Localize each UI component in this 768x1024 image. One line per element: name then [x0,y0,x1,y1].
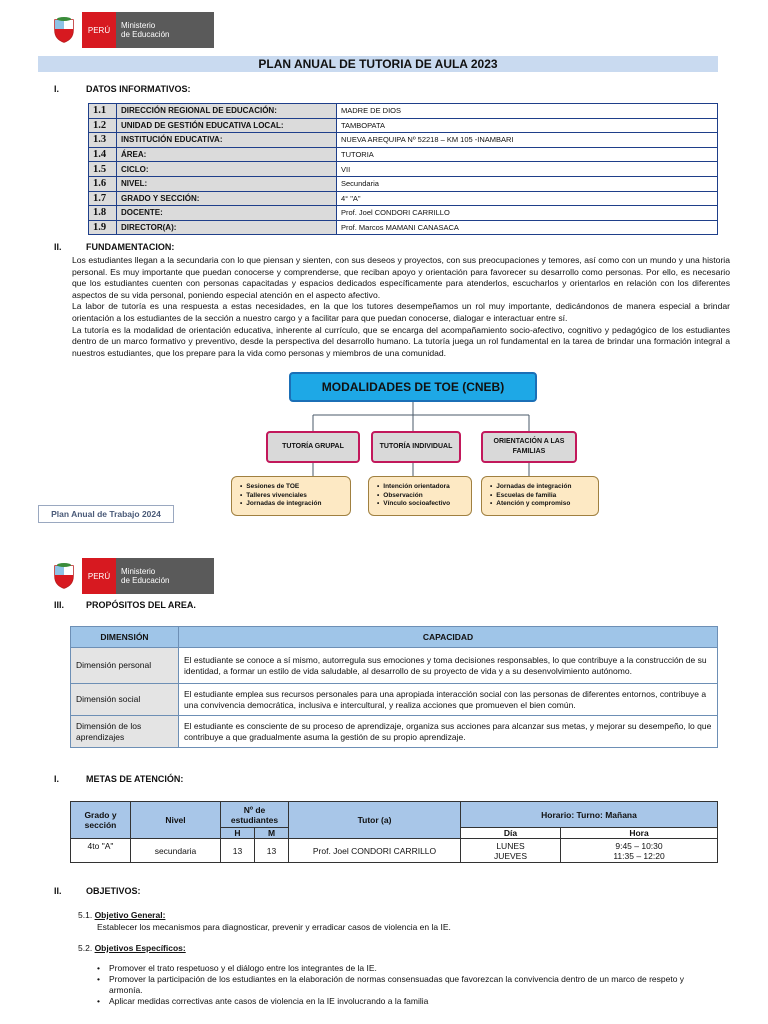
datos-informativos-table [88,103,718,235]
table-row: Dimensión personal El estudiante se conoce a sí mismo, autorregula sus emociones y toma decisiones responsables, lo que contribuye a la construcción de su identidad, a formar un estilo de vida saludable, al desarrollo de su proyecto de vida y a su desenvolvimiento autónomo. [71,648,718,684]
table-row: 1.3 INSTITUCIÓN EDUCATIVA: NUEVA AREQUIPA Nº 52218 – KM 105 -INAMBARI [89,133,718,148]
metas-table [70,801,718,863]
modality-grupal-list: • Sesiones de TOE • Talleres vivenciales • Jornadas de integración [231,476,351,516]
table-row: 1.9 DIRECTOR(A): Prof. Marcos MAMANI CANASACA [89,220,718,235]
col-hora-header: Hora [561,828,718,839]
table-row: 4to "A" secundaria 13 13 Prof. Joel CONDORI CARRILLO LUNES JUEVES 9:45 – 10:30 11:35 – 12:20 [71,839,718,863]
modality-familias-list: • Jornadas de integración • Escuelas de familia • Atención y compromiso [481,476,599,516]
section-fundamentacion-heading: II. FUNDAMENTACION: [54,242,175,252]
country-label: PERÚ [82,558,116,594]
table-row: 1.8 DOCENTE: Prof. Joel CONDORI CARRILLO [89,206,718,221]
ministry-logo [46,558,214,594]
page-footer: Plan Anual de Trabajo 2024 [38,505,174,523]
col-horario-header: Horario: Turno: Mañana [461,802,718,828]
list-item: • Aplicar medidas correctivas ante casos de violencia en la IE involucrando a la familia [97,996,717,1007]
table-row: 1.2 UNIDAD DE GESTIÓN EDUCATIVA LOCAL: TAMBOPATA [89,118,718,133]
modality-tutoria-individual: TUTORÍA INDIVIDUAL [371,431,461,463]
table-row: 1.7 GRADO Y SECCIÓN: 4° "A" [89,191,718,206]
ministry-label: Ministerio de Educación [116,558,214,594]
ministry-label: Ministerio de Educación [116,12,214,48]
propositos-table [70,626,718,748]
coat-of-arms-icon [46,558,82,594]
fundamentacion-text: Los estudiantes llegan a la secundaria con lo que piensan y sienten, con sus deseos y proyectos, con sus preocupaciones y temores, así como con un mundo y una historia personal. Es muy importante que puedan conocerse y comprenderse, que reciban apoyo y orientación para favorecer su desarrollo como personas. Por ello, es necesario que los estudiantes cuenten con personas capacitadas y espacios dedicados específicamente para atenderlos, escucharlos y orientarlos en relación con los diferentes aspectos de su vida personal, poniendo especial atención en el aspecto afectivo. La labor de tutoría es una respuesta a estas necesidades, en la que los tutores desempeñamos un rol muy importante, dedicándonos de manera especial a brindar orientación a los estudiantes de la sección a nuestro cargo y a facilitar para que puedan conocerse, dialogar e interactuar entre sí. La tutoría es la modalidad de orientación educativa, inherente al currículo, que se encarga del acompañamiento socio-afectivo, cognitivo y pedagógico de los estudiantes dentro de un marco formativo y preventivo, desde la perspectiva del desarrollo humano. La tutoría juega un rol fundamental en la tarea de brindar una formación integral a nuestros estudiantes, que los prepare para la vida como personas y miembros de una comunidad. [72,255,730,358]
section-datos-heading: I. DATOS INFORMATIVOS: [54,84,191,94]
objetivo-general-label: 5.1. Objetivo General: [78,910,166,920]
coat-of-arms-icon [46,12,82,48]
col-num-header: Nº de estudiantes [221,802,289,828]
col-grado-header: Grado y sección [71,802,131,839]
objetivos-especificos-label: 5.2. Objetivos Específicos: [78,943,186,953]
col-capacidad-header: CAPACIDAD [179,627,718,648]
table-row: Dimensión social El estudiante emplea sus recursos personales para una apropiada interacción social con las personas de diferentes entornos, contribuye a una convivencia democrática, inclusiva e intercultural, y realiza acciones que promueven el bien común. [71,684,718,716]
section-metas-heading: I. METAS DE ATENCIÓN: [54,774,184,784]
list-item: • Promover el trato respetuoso y el diálogo entre los integrantes de la IE. [97,963,717,974]
table-row: 1.6 NIVEL: Secundaria [89,176,718,191]
col-tutor-header: Tutor (a) [289,802,461,839]
table-row: 1.1 DIRECCIÓN REGIONAL DE EDUCACIÓN: MADRE DE DIOS [89,104,718,119]
section-objetivos-heading: II. OBJETIVOS: [54,886,141,896]
objetivos-especificos-list [97,963,717,1007]
table-row: 1.5 CICLO: VII [89,162,718,177]
toe-modalities-box: MODALIDADES DE TOE (CNEB) [289,372,537,402]
modality-individual-list: • Intención orientadora • Observación • Vínculo socioafectivo [368,476,472,516]
modality-orientacion-familias: ORIENTACIÓN A LAS FAMILIAS [481,431,577,463]
objetivo-general-text: Establecer los mecanismos para diagnosticar, prevenir y erradicar casos de violencia en la IE. [97,922,451,932]
country-label: PERÚ [82,12,116,48]
section-propositos-heading: III. PROPÓSITOS DEL AREA. [54,600,196,610]
table-row: 1.4 ÁREA: TUTORIA [89,147,718,162]
list-item: • Promover la participación de los estudiantes en la elaboración de normas consensuadas que favorezcan la convivencia dentro de un marco de respeto y armonía. [97,974,717,996]
document-title: PLAN ANUAL DE TUTORIA DE AULA 2023 [38,56,718,72]
col-dimension-header: DIMENSIÓN [71,627,179,648]
col-h-header: H [221,828,255,839]
table-row: Dimensión de los aprendizajes El estudiante es consciente de su proceso de aprendizaje, organiza sus acciones para alcanzar sus metas, y mejorar su desempeño, lo que contribuye a que gradualmente asuma la gestión de su propio aprendizaje. [71,716,718,748]
col-m-header: M [255,828,289,839]
ministry-logo [46,12,214,48]
modality-tutoria-grupal: TUTORÍA GRUPAL [266,431,360,463]
col-dia-header: Día [461,828,561,839]
col-nivel-header: Nivel [131,802,221,839]
